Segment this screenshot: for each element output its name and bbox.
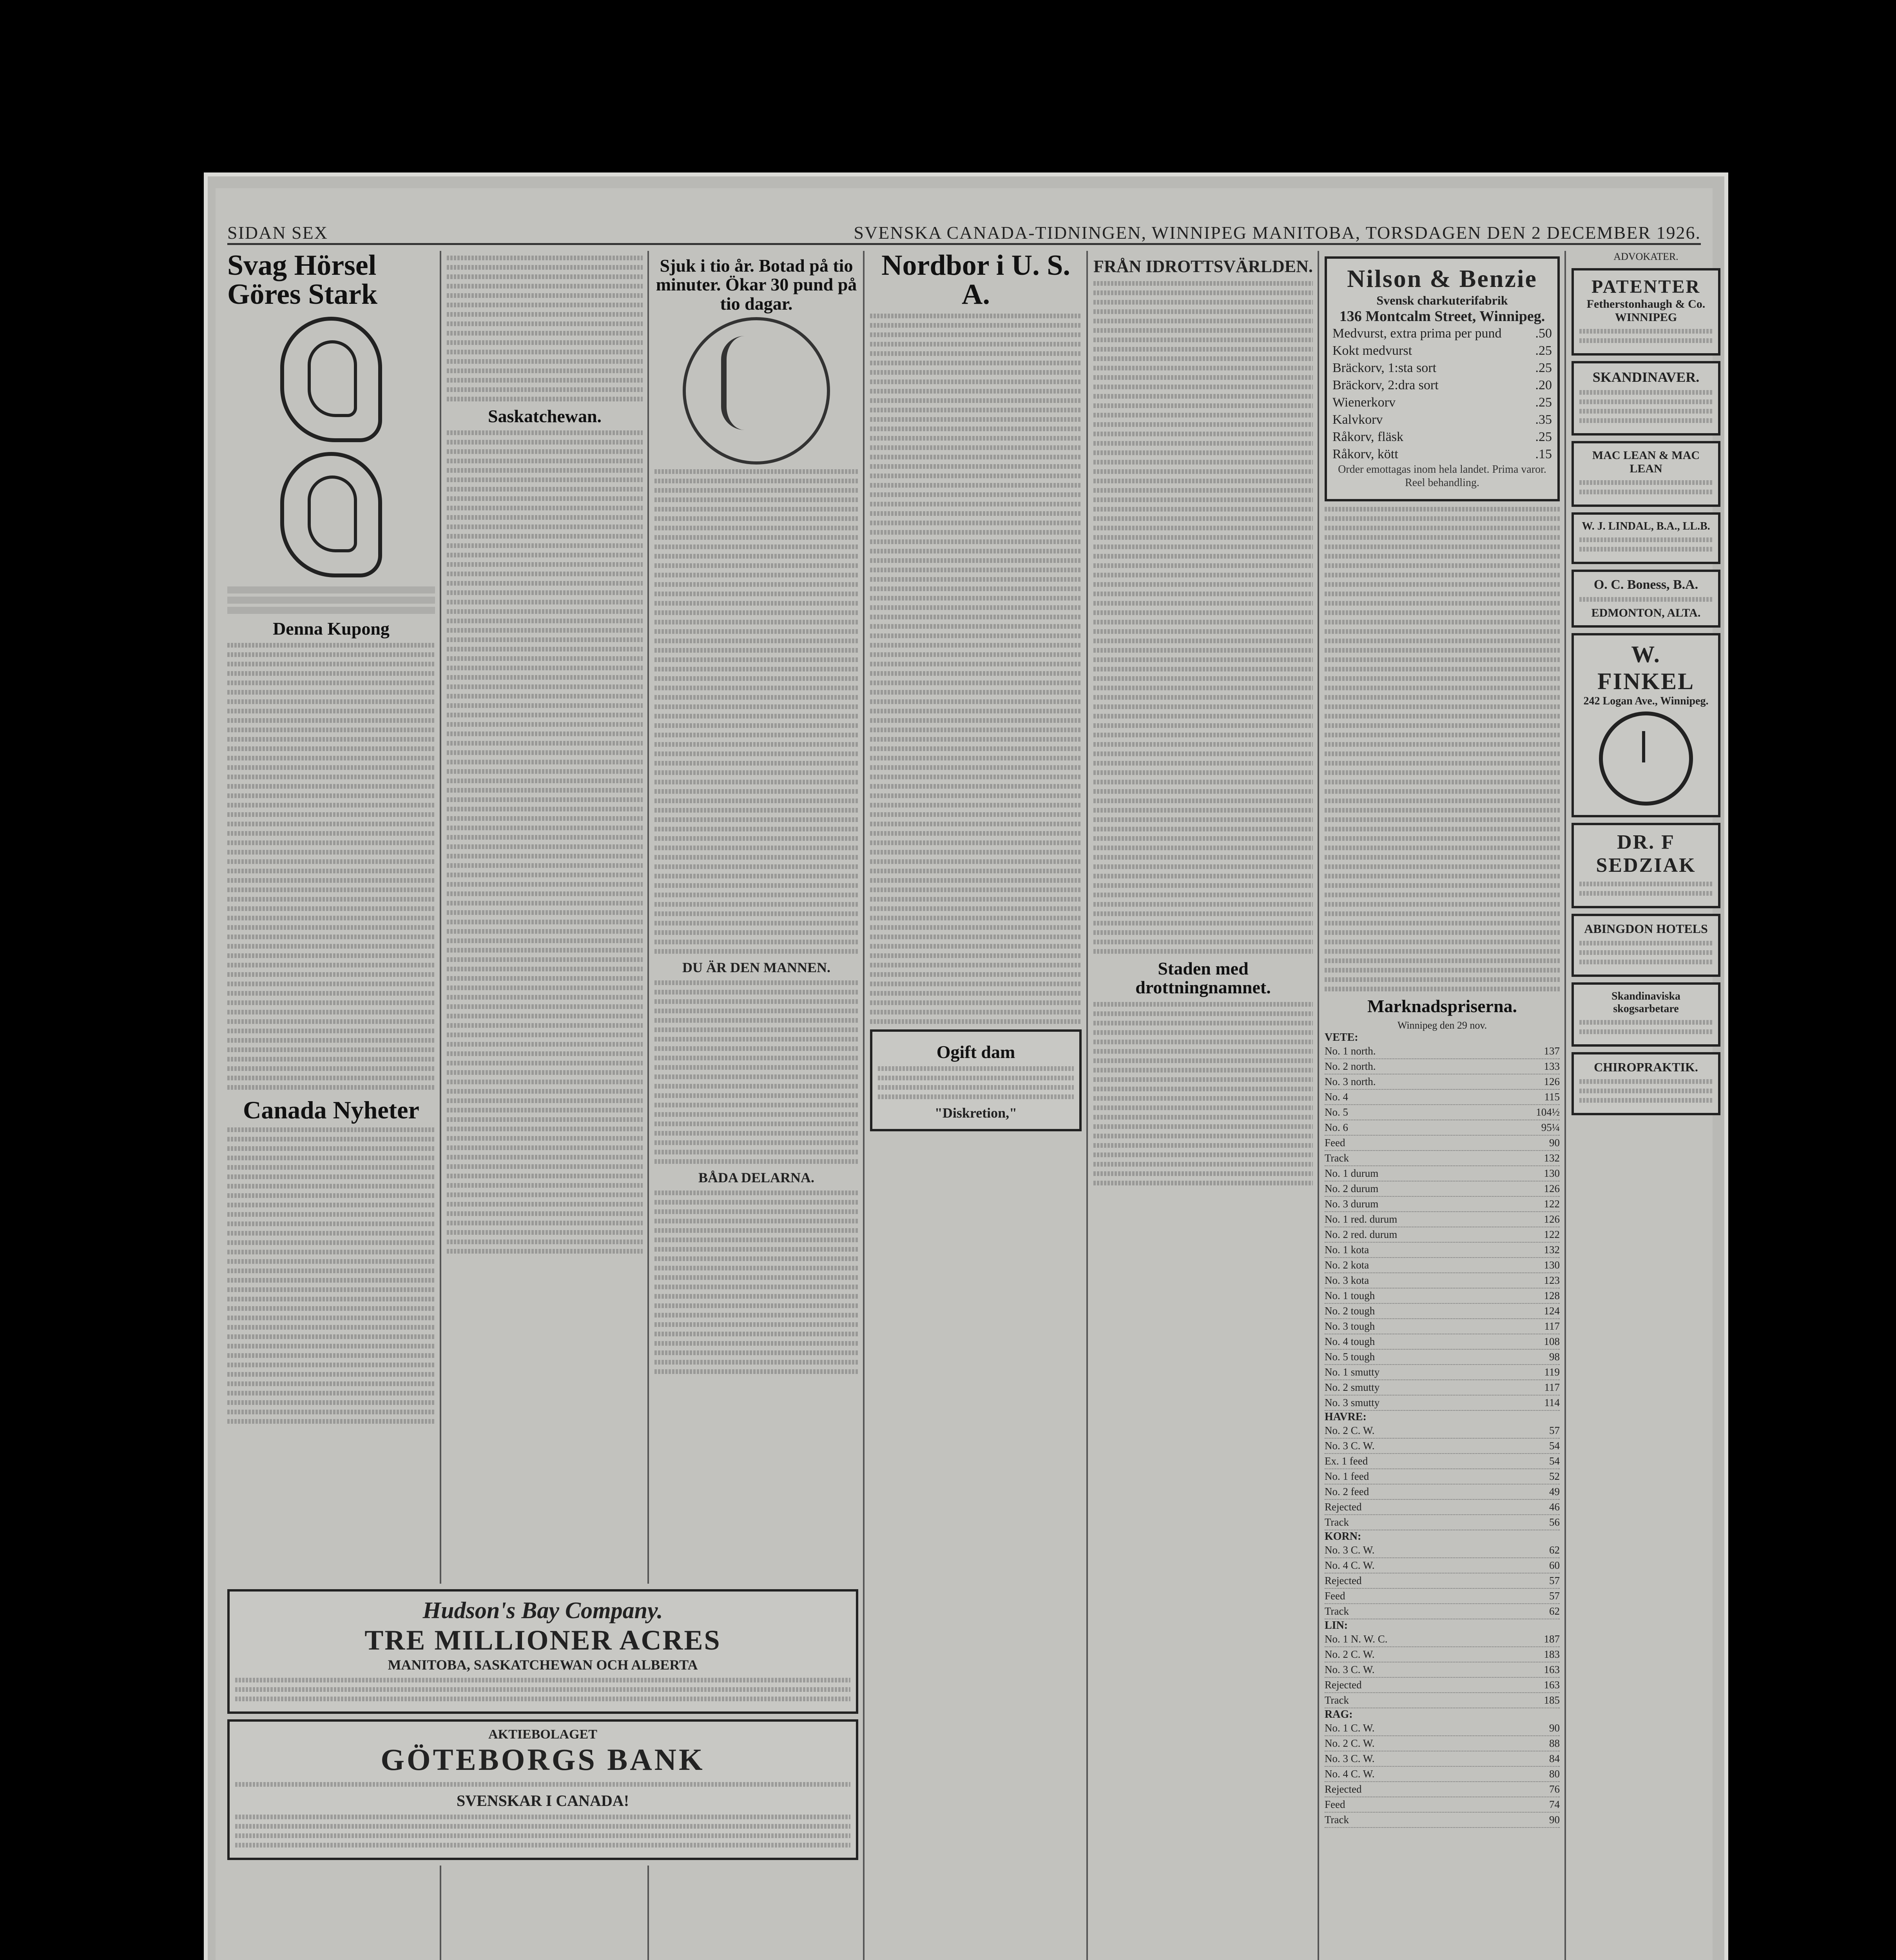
item-name: No. 1 feed [1325,1470,1369,1483]
item-price: 62 [1549,1605,1560,1617]
item-price: 54 [1549,1455,1560,1467]
item-price: 104½ [1536,1106,1560,1118]
advokater-label: ADVOKATER. [1613,251,1678,262]
canada-news-heading: Canada Nyheter [243,1096,419,1124]
price-row [1325,1304,1560,1319]
skandinaver-ad [1572,361,1720,436]
price-row [1325,1662,1560,1678]
ogift-dam-ad [870,1029,1082,1131]
price-row [1332,377,1552,394]
nilson-footer: Order emottagas inom hela landet. Prima varor. Reel behandling. [1338,463,1546,489]
korn-label: KORN: [1325,1530,1361,1543]
hbc-provinces: MANITOBA, SASKATCHEWAN OCH ALBERTA [388,1657,698,1673]
item-price: 117 [1544,1320,1560,1332]
item-price: 122 [1544,1229,1560,1241]
price-row [1325,1166,1560,1181]
nilson-benzie-ad [1325,256,1560,501]
item-price: 90 [1549,1137,1560,1149]
item-name: No. 2 kota [1325,1259,1369,1271]
item-name: Rejected [1325,1679,1362,1691]
price-row [1325,1647,1560,1662]
nilson-price-list [1332,325,1552,463]
hearing-ad-title: Svag Hörsel Göres Stark [227,251,378,310]
price-row [1325,1243,1560,1258]
maclean-title: MAC LEAN & MAC LEAN [1592,449,1700,475]
column-5 [1093,251,1313,1960]
column-4 [870,251,1082,1960]
item-name: No. 4 C. W. [1325,1768,1375,1780]
price-row [1325,1181,1560,1197]
item-price: 187 [1544,1633,1560,1645]
item-name: Track [1325,1694,1349,1706]
price-row [1325,1439,1560,1454]
boness-title: O. C. Boness, B.A. [1593,577,1698,592]
price-row [1325,1751,1560,1767]
price-row [1325,1258,1560,1273]
finkel-address: 242 Logan Ave., Winnipeg. [1583,695,1709,707]
item-price: 163 [1544,1679,1560,1691]
rag-label: RAG: [1325,1708,1353,1721]
item-name: Feed [1325,1798,1345,1811]
price-row [1325,1227,1560,1243]
chiro-ad [1572,1052,1720,1115]
skandinaver-title: SKANDINAVER. [1592,369,1700,385]
item-price: 123 [1544,1274,1560,1287]
price-row [1325,1365,1560,1380]
price-row [1332,342,1552,359]
column-6 [1325,251,1560,1960]
item-price: 126 [1544,1213,1560,1225]
page-body [216,188,1713,1960]
item-price: 124 [1544,1305,1560,1317]
item-price: 126 [1544,1076,1560,1088]
item-price: 46 [1549,1501,1560,1513]
price-row [1325,1334,1560,1350]
item-name: No. 3 north. [1325,1076,1376,1088]
item-name: Track [1325,1516,1349,1528]
bada-delarna-heading: BÅDA DELARNA. [698,1169,815,1185]
item-price: 119 [1544,1366,1560,1378]
item-name: No. 4 [1325,1091,1348,1103]
diskretion-text: "Diskretion," [934,1105,1017,1121]
item-price: 60 [1549,1559,1560,1572]
price-row [1325,1105,1560,1120]
item-name: No. 2 C. W. [1325,1648,1375,1661]
item-price: .25 [1535,343,1552,358]
item-price: 117 [1544,1381,1560,1394]
du-ar-den-mannen-heading: DU ÄR DEN MANNEN. [682,959,830,975]
item-price: 128 [1544,1290,1560,1302]
item-price: .20 [1535,378,1552,392]
price-row [1325,1090,1560,1105]
vete-label: VETE: [1325,1031,1358,1044]
finkel-ad [1572,633,1720,817]
boness-city: EDMONTON, ALTA. [1591,606,1701,619]
item-name: Bräckorv, 2:dra sort [1332,378,1439,392]
item-name: Feed [1325,1590,1345,1602]
price-row [1325,1289,1560,1304]
item-name: No. 2 tough [1325,1305,1375,1317]
item-price: 132 [1544,1152,1560,1164]
price-row [1325,1380,1560,1396]
nordbor-heading: Nordbor i U. S. A. [881,251,1070,310]
goteborg-sub: SVENSKAR I CANADA! [456,1792,629,1809]
item-name: No. 3 durum [1325,1198,1379,1210]
item-name: Kokt medvurst [1332,343,1412,358]
price-row [1332,428,1552,446]
item-price: 98 [1549,1351,1560,1363]
ears-illustration [227,313,435,583]
item-name: No. 1 tough [1325,1290,1375,1302]
item-price: 130 [1544,1167,1560,1180]
lin-label: LIN: [1325,1619,1348,1632]
item-price: 185 [1544,1694,1560,1706]
market-date: Winnipeg den 29 nov. [1397,1020,1487,1031]
price-row [1325,1044,1560,1059]
price-row [1325,1558,1560,1573]
price-row [1325,1059,1560,1074]
item-name: No. 3 C. W. [1325,1544,1375,1556]
price-row [1325,1454,1560,1469]
price-row [1332,325,1552,342]
paper-dateline: SVENSKA CANADA-TIDNINGEN, WINNIPEG MANITOBA, TORSDAGEN DEN 2 DECEMBER 1926. [854,223,1701,243]
item-name: No. 2 durum [1325,1183,1379,1195]
item-price: .35 [1535,412,1552,427]
price-row [1325,1469,1560,1485]
item-name: No. 1 N. W. C. [1325,1633,1388,1645]
hudsons-bay-ad [227,1589,858,1714]
price-row [1325,1767,1560,1782]
item-name: No. 3 C. W. [1325,1664,1375,1676]
price-row [1325,1813,1560,1828]
item-name: Råkorv, fläsk [1332,430,1403,444]
ear-icon [280,452,382,577]
item-name: No. 2 C. W. [1325,1425,1375,1437]
item-price: 52 [1549,1470,1560,1483]
item-name: No. 4 C. W. [1325,1559,1375,1572]
item-price: 108 [1544,1336,1560,1348]
idrott-heading: FRÅN IDROTTSVÄRLDEN. [1093,257,1313,276]
staden-heading: Staden med drottningnamnet. [1135,958,1271,998]
goteborg-top: AKTIEBOLAGET [488,1727,597,1742]
price-row [1325,1721,1560,1736]
ogift-dam-heading: Ogift dam [936,1042,1015,1062]
ear-icon [280,317,382,442]
item-name: No. 5 tough [1325,1351,1375,1363]
item-price: .25 [1535,361,1552,375]
item-name: No. 3 C. W. [1325,1440,1375,1452]
item-price: 126 [1544,1183,1560,1195]
item-price: 80 [1549,1768,1560,1780]
item-price: 130 [1544,1259,1560,1271]
item-name: No. 2 north. [1325,1060,1376,1073]
price-row [1325,1350,1560,1365]
item-name: No. 2 feed [1325,1486,1369,1498]
market-table [1325,1044,1560,1411]
abingdon-ad [1572,914,1720,977]
item-name: No. 3 kota [1325,1274,1369,1287]
item-name: No. 4 tough [1325,1336,1375,1348]
item-name: Rejected [1325,1575,1362,1587]
item-name: Ex. 1 feed [1325,1455,1368,1467]
item-name: Track [1325,1814,1349,1826]
goteborg-title: GÖTEBORGS BANK [381,1742,705,1777]
price-row [1325,1782,1560,1797]
item-price: 76 [1549,1783,1560,1795]
patenter-ad [1572,268,1720,356]
saskatchewan-heading: Saskatchewan. [488,406,602,426]
newspaper-page [204,172,1728,1960]
item-name: Rejected [1325,1501,1362,1513]
fether-city: WINNIPEG [1615,311,1677,324]
price-row [1325,1197,1560,1212]
nilson-title: Nilson & Benzie [1347,265,1537,292]
item-price: 114 [1544,1397,1560,1409]
item-price: 90 [1549,1722,1560,1734]
item-name: Medvurst, extra prima per pund [1332,326,1502,341]
skogs-ad [1572,982,1720,1047]
lindal-title: W. J. LINDAL, B.A., LL.B. [1582,520,1710,532]
price-row [1325,1736,1560,1751]
goteborg-bank-ad [227,1719,858,1860]
hbc-acres: TRE MILLIONER ACRES [364,1624,721,1656]
rag-table [1325,1721,1560,1828]
havre-table [1325,1423,1560,1530]
column-7 [1572,251,1720,1960]
item-price: 54 [1549,1440,1560,1452]
bottom-ads [227,1584,858,1866]
item-price: 95¼ [1541,1122,1560,1134]
item-name: No. 1 north. [1325,1045,1376,1057]
item-price: 62 [1549,1544,1560,1556]
item-name: No. 1 durum [1325,1167,1379,1180]
coupon-heading: Denna Kupong [273,619,390,639]
item-price: 57 [1549,1590,1560,1602]
sedziak-title: DR. F SEDZIAK [1596,831,1696,877]
item-name: Track [1325,1152,1349,1164]
sjuk-heading: Sjuk i tio år. Botad på tio minuter. Ökar 30 pund på tio dagar. [656,256,857,314]
page-number: SIDAN SEX [227,223,328,243]
price-row [1325,1319,1560,1334]
price-row [1325,1485,1560,1500]
price-row [1332,446,1552,463]
item-name: Feed [1325,1137,1345,1149]
item-name: No. 3 C. W. [1325,1753,1375,1765]
item-price: 163 [1544,1664,1560,1676]
finkel-title: W. FINKEL [1597,641,1695,694]
item-price: .15 [1535,447,1552,461]
item-name: No. 5 [1325,1106,1348,1118]
item-price: 84 [1549,1753,1560,1765]
item-price: 122 [1544,1198,1560,1210]
price-row [1332,411,1552,428]
item-price: 137 [1544,1045,1560,1057]
item-name: Kalvkorv [1332,412,1383,427]
lin-table [1325,1632,1560,1708]
item-price: .25 [1535,395,1552,410]
fether-name: Fetherstonhaugh & Co. [1586,298,1706,310]
price-row [1325,1074,1560,1090]
item-price: 49 [1549,1486,1560,1498]
abingdon-title: ABINGDON HOTELS [1584,922,1708,936]
price-row [1325,1543,1560,1558]
item-name: No. 1 C. W. [1325,1722,1375,1734]
item-price: 74 [1549,1798,1560,1811]
hbc-title: Hudson's Bay Company. [422,1597,663,1623]
item-name: No. 1 smutty [1325,1366,1380,1378]
item-name: Track [1325,1605,1349,1617]
price-row [1325,1396,1560,1411]
item-price: .25 [1535,430,1552,444]
skogs-title: Skandinaviska skogsarbetare [1611,990,1680,1015]
patenter-title: PATENTER [1591,276,1701,297]
item-name: No. 2 C. W. [1325,1737,1375,1749]
item-price: 132 [1544,1244,1560,1256]
item-name: No. 3 smutty [1325,1397,1380,1409]
price-row [1325,1212,1560,1227]
price-row [1332,394,1552,411]
item-name: Bräckorv, 1:sta sort [1332,361,1437,375]
price-row [1325,1515,1560,1530]
market-heading: Marknadspriserna. [1367,996,1517,1016]
price-row [1325,1136,1560,1151]
havre-label: HAVRE: [1325,1411,1367,1423]
item-price: 133 [1544,1060,1560,1073]
price-row [1325,1573,1560,1589]
masthead [227,220,1701,245]
item-name: No. 1 red. durum [1325,1213,1398,1225]
maclean-ad [1572,441,1720,507]
item-name: No. 1 kota [1325,1244,1369,1256]
price-row [1325,1151,1560,1166]
item-price: 88 [1549,1737,1560,1749]
stork-icon [683,317,830,465]
item-price: .50 [1535,326,1552,341]
price-row [1325,1632,1560,1647]
item-price: 115 [1544,1091,1560,1103]
nilson-address: 136 Montcalm Street, Winnipeg. [1339,308,1545,325]
price-row [1332,359,1552,377]
price-row [1325,1423,1560,1439]
item-price: 57 [1549,1575,1560,1587]
item-name: Rejected [1325,1783,1362,1795]
item-name: No. 3 tough [1325,1320,1375,1332]
korn-table [1325,1543,1560,1619]
chiro-title: CHIROPRAKTIK. [1594,1060,1698,1074]
lindal-ad [1572,512,1720,564]
item-name: Wienerkorv [1332,395,1396,410]
price-row [1325,1120,1560,1136]
item-name: Råkorv, kött [1332,447,1398,461]
item-price: 57 [1549,1425,1560,1437]
item-name: No. 2 smutty [1325,1381,1380,1394]
nilson-sub: Svensk charkuterifabrik [1376,293,1508,307]
price-row [1325,1797,1560,1813]
boness-ad [1572,570,1720,628]
item-price: 90 [1549,1814,1560,1826]
price-row [1325,1500,1560,1515]
price-row [1325,1693,1560,1708]
item-name: No. 2 red. durum [1325,1229,1398,1241]
price-row [1325,1273,1560,1289]
item-price: 183 [1544,1648,1560,1661]
price-row [1325,1678,1560,1693]
sedziak-ad [1572,823,1720,908]
item-name: No. 6 [1325,1122,1348,1134]
item-price: 56 [1549,1516,1560,1528]
price-row [1325,1604,1560,1619]
price-row [1325,1589,1560,1604]
pocket-watch-icon [1599,711,1693,806]
